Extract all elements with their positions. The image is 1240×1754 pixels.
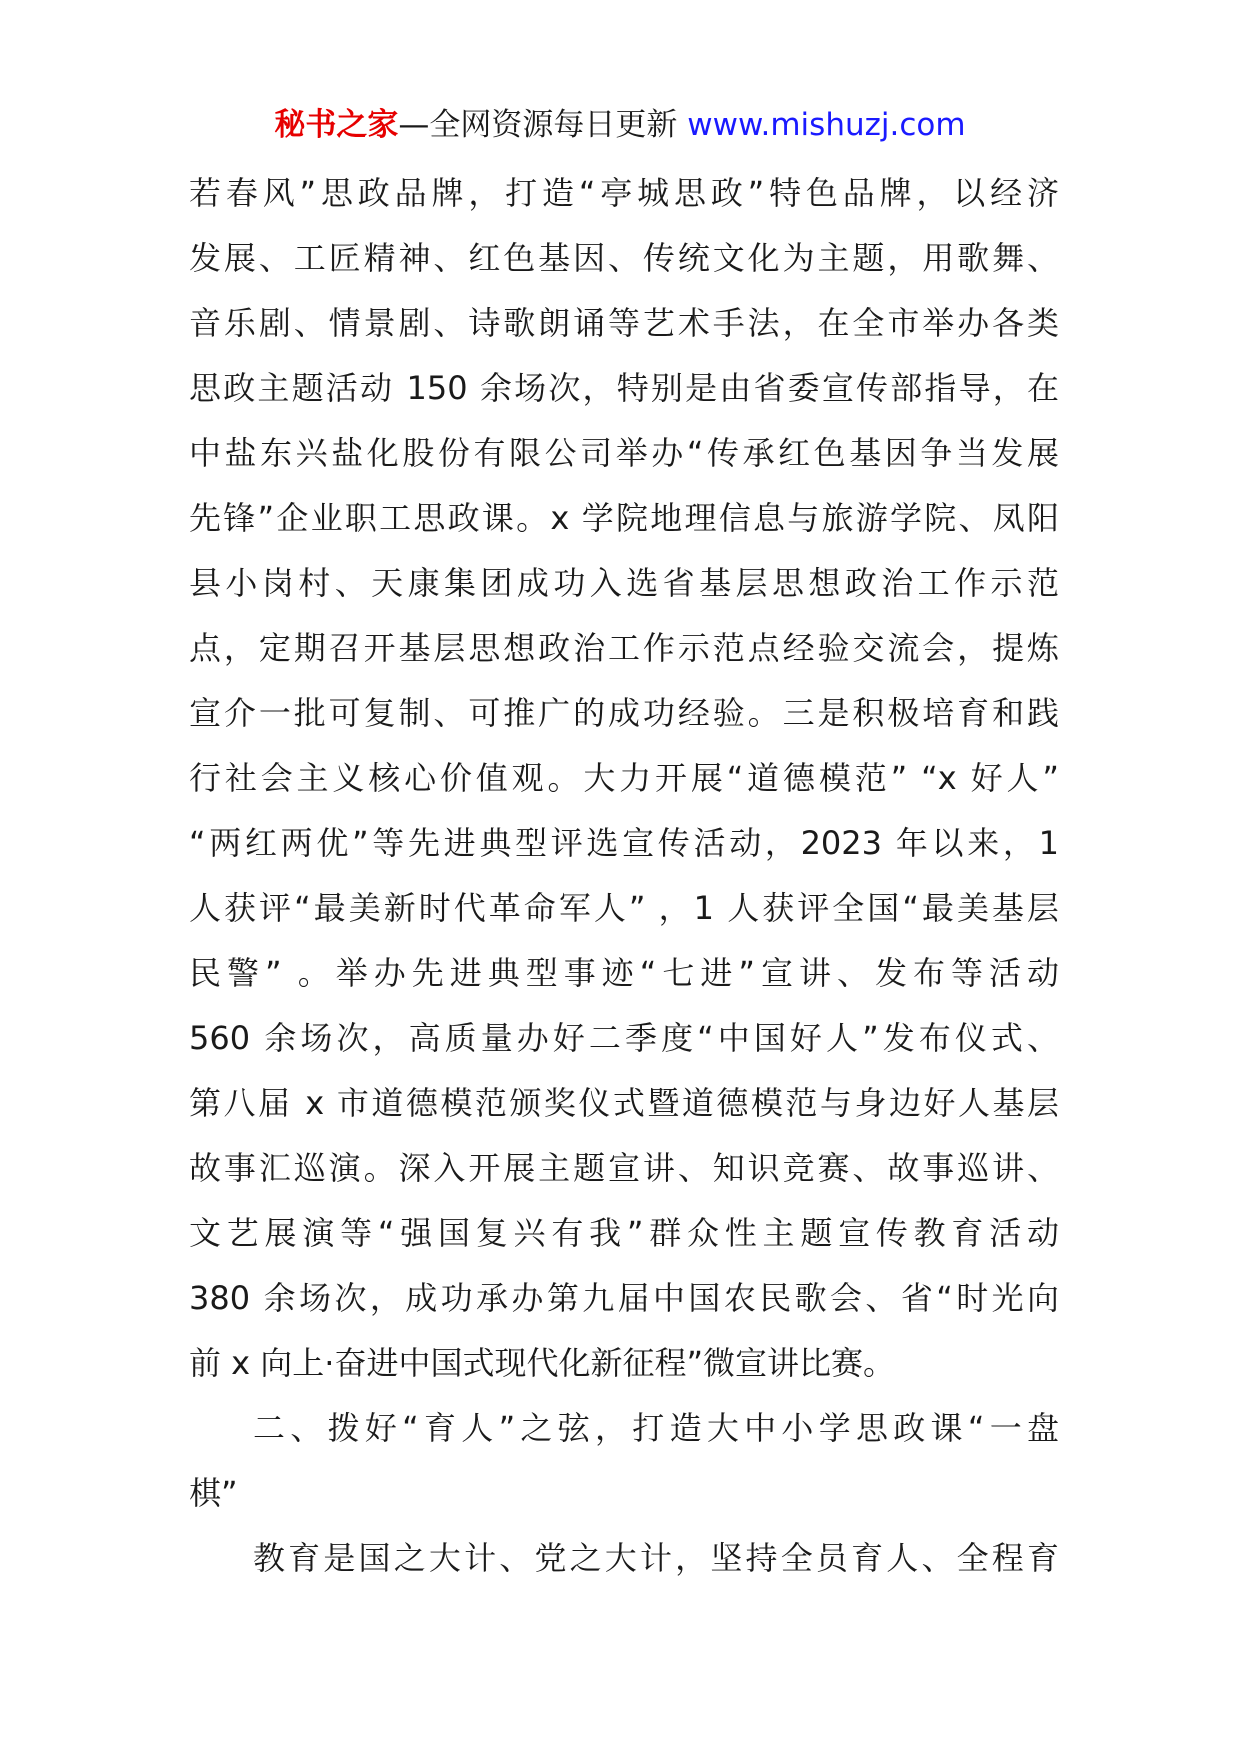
text-line: 故事汇巡演。深入开展主题宣讲、知识竞赛、故事巡讲、 — [189, 1149, 1059, 1187]
text-line: 先锋”企业职工思政课。x 学院地理信息与旅游学院、凤阳 — [189, 499, 1059, 537]
brand-name: 秘书之家 — [274, 107, 399, 143]
site-url-link[interactable]: www.mishuzj.com — [687, 107, 966, 143]
text-line: “两红两优”等先进典型评选宣传活动，2023 年以来，1 — [189, 824, 1059, 862]
text-line: 前 x 向上·奋进中国式现代化新征程”微宣讲比赛。 — [189, 1344, 896, 1382]
text-line: 发展、工匠精神、红色基因、传统文化为主题，用歌舞、 — [189, 239, 1059, 277]
text-line: 教育是国之大计、党之大计，坚持全员育人、全程育 — [253, 1539, 1059, 1577]
heading-line: 二、拨好“育人”之弦，打造大中小学思政课“一盘 — [253, 1409, 1059, 1447]
text-line: 文艺展演等“强国复兴有我”群众性主题宣传教育活动 — [189, 1214, 1059, 1252]
paragraph-1 — [189, 161, 1059, 1396]
text-line: 第八届 x 市道德模范颁奖仪式暨道德模范与身边好人基层 — [189, 1084, 1059, 1122]
text-line: 思政主题活动 150 余场次，特别是由省委宣传部指导，在 — [189, 369, 1059, 407]
text-line: 宣介一批可复制、可推广的成功经验。三是积极培育和践 — [189, 694, 1059, 732]
header-tagline: —全网资源每日更新 — [398, 107, 688, 143]
text-line: 人获评“最美新时代革命军人” ，1 人获评全国“最美基层 — [189, 889, 1059, 927]
heading-line: 棋” — [189, 1474, 238, 1512]
text-line: 若春风”思政品牌，打造“亭城思政”特色品牌，以经济 — [189, 174, 1059, 212]
text-line: 音乐剧、情景剧、诗歌朗诵等艺术手法，在全市举办各类 — [189, 304, 1059, 342]
section-heading — [189, 1396, 1059, 1526]
page-header — [0, 100, 1240, 150]
text-line: 中盐东兴盐化股份有限公司举办“传承红色基因争当发展 — [189, 434, 1059, 472]
text-line: 民警” 。举办先进典型事迹“七进”宣讲、发布等活动 — [189, 954, 1059, 992]
text-line: 380 余场次，成功承办第九届中国农民歌会、省“时光向 — [189, 1279, 1059, 1317]
text-line: 560 余场次，高质量办好二季度“中国好人”发布仪式、 — [189, 1019, 1059, 1057]
text-line: 县小岗村、天康集团成功入选省基层思想政治工作示范 — [189, 564, 1059, 602]
text-line: 点，定期召开基层思想政治工作示范点经验交流会，提炼 — [189, 629, 1059, 667]
text-line: 行社会主义核心价值观。大力开展“道德模范” “x 好人” — [189, 759, 1059, 797]
document-body — [189, 161, 1059, 1591]
paragraph-2 — [189, 1526, 1059, 1591]
